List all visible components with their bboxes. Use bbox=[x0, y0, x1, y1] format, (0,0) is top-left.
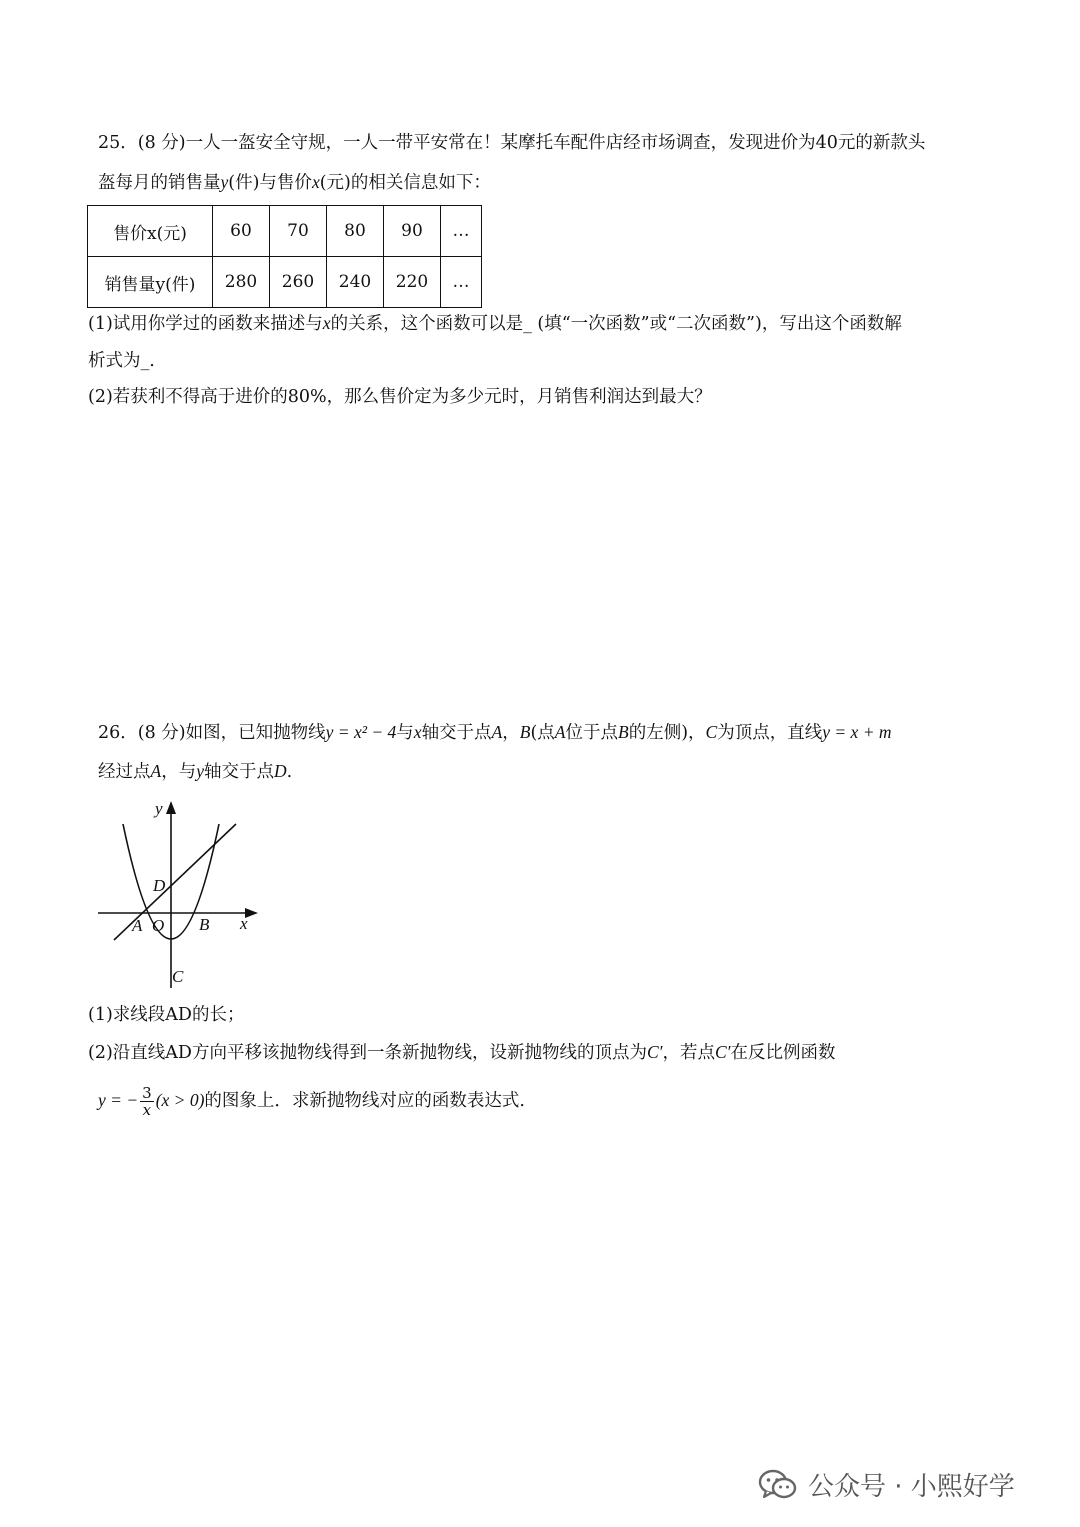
table-cell: … bbox=[441, 206, 482, 257]
q25-line1: 25．(8 分)一人一盔安全守规，一人一带平安常在！某摩托车配件店经市场调查，发现进价为40元的新款头 bbox=[98, 133, 926, 153]
price-sales-table bbox=[87, 205, 482, 308]
label-y: y bbox=[155, 799, 163, 818]
label-D: D bbox=[153, 876, 166, 895]
wechat-watermark bbox=[758, 1466, 1015, 1503]
table-row-volume bbox=[88, 257, 482, 308]
table-cell: 70 bbox=[270, 206, 327, 257]
table-header-volume: 销售量y(件) bbox=[88, 257, 213, 308]
wechat-icon bbox=[758, 1468, 798, 1502]
q26-part2-line1: (2)沿直线AD方向平移该抛物线得到一条新抛物线，设新抛物线的顶点为C′，若点C′在反比例函数 bbox=[88, 1042, 836, 1063]
table-cell: 220 bbox=[384, 257, 441, 308]
q26-part1: (1)求线段AD的长； bbox=[88, 1005, 245, 1025]
table-header-price: 售价x(元) bbox=[88, 206, 213, 257]
table-cell: 260 bbox=[270, 257, 327, 308]
table-cell: 60 bbox=[213, 206, 270, 257]
y-axis-arrow bbox=[166, 801, 176, 814]
label-C: C bbox=[172, 967, 184, 986]
q25-part1-line1: (1)试用你学过的函数来描述与x的关系，这个函数可以是_ (填“一次函数”或“二次函数”)，写出这个函数解 bbox=[88, 313, 902, 334]
label-x: x bbox=[240, 914, 248, 933]
table-cell: 90 bbox=[384, 206, 441, 257]
q25-part2: (2)若获利不得高于进价的80%，那么售价定为多少元时，月销售利润达到最大？ bbox=[88, 387, 712, 407]
q25-line2: 盔每月的销售量y(件)与售价x(元)的相关信息如下： bbox=[98, 172, 491, 193]
q26-line2: 经过点A，与y轴交于点D. bbox=[98, 761, 293, 782]
table-row-price bbox=[88, 206, 482, 257]
q25-part1-line2: 析式为_. bbox=[88, 351, 155, 371]
parabola-figure bbox=[90, 796, 270, 996]
fraction-3-over-x: $\frac{3}{x}$ bbox=[142, 1084, 152, 1119]
q26-line1: 26．(8 分)如图，已知抛物线y = x² − 4与x轴交于点A，B(点A位于点B的左侧)，C为顶点，直线y = x + m bbox=[98, 722, 892, 743]
label-O: O bbox=[152, 916, 165, 935]
table-cell: 80 bbox=[327, 206, 384, 257]
q26-part2-line2: y = − $\frac{3}{x}$ (x > 0)的图象上．求新抛物线对应的函数表达式. bbox=[98, 1084, 525, 1119]
table-cell: 240 bbox=[327, 257, 384, 308]
label-A: A bbox=[132, 916, 143, 935]
table-cell: 280 bbox=[213, 257, 270, 308]
label-B: B bbox=[199, 915, 210, 934]
table-cell: … bbox=[441, 257, 482, 308]
watermark-text: 公众号 · 小熙好学 bbox=[808, 1472, 1015, 1502]
